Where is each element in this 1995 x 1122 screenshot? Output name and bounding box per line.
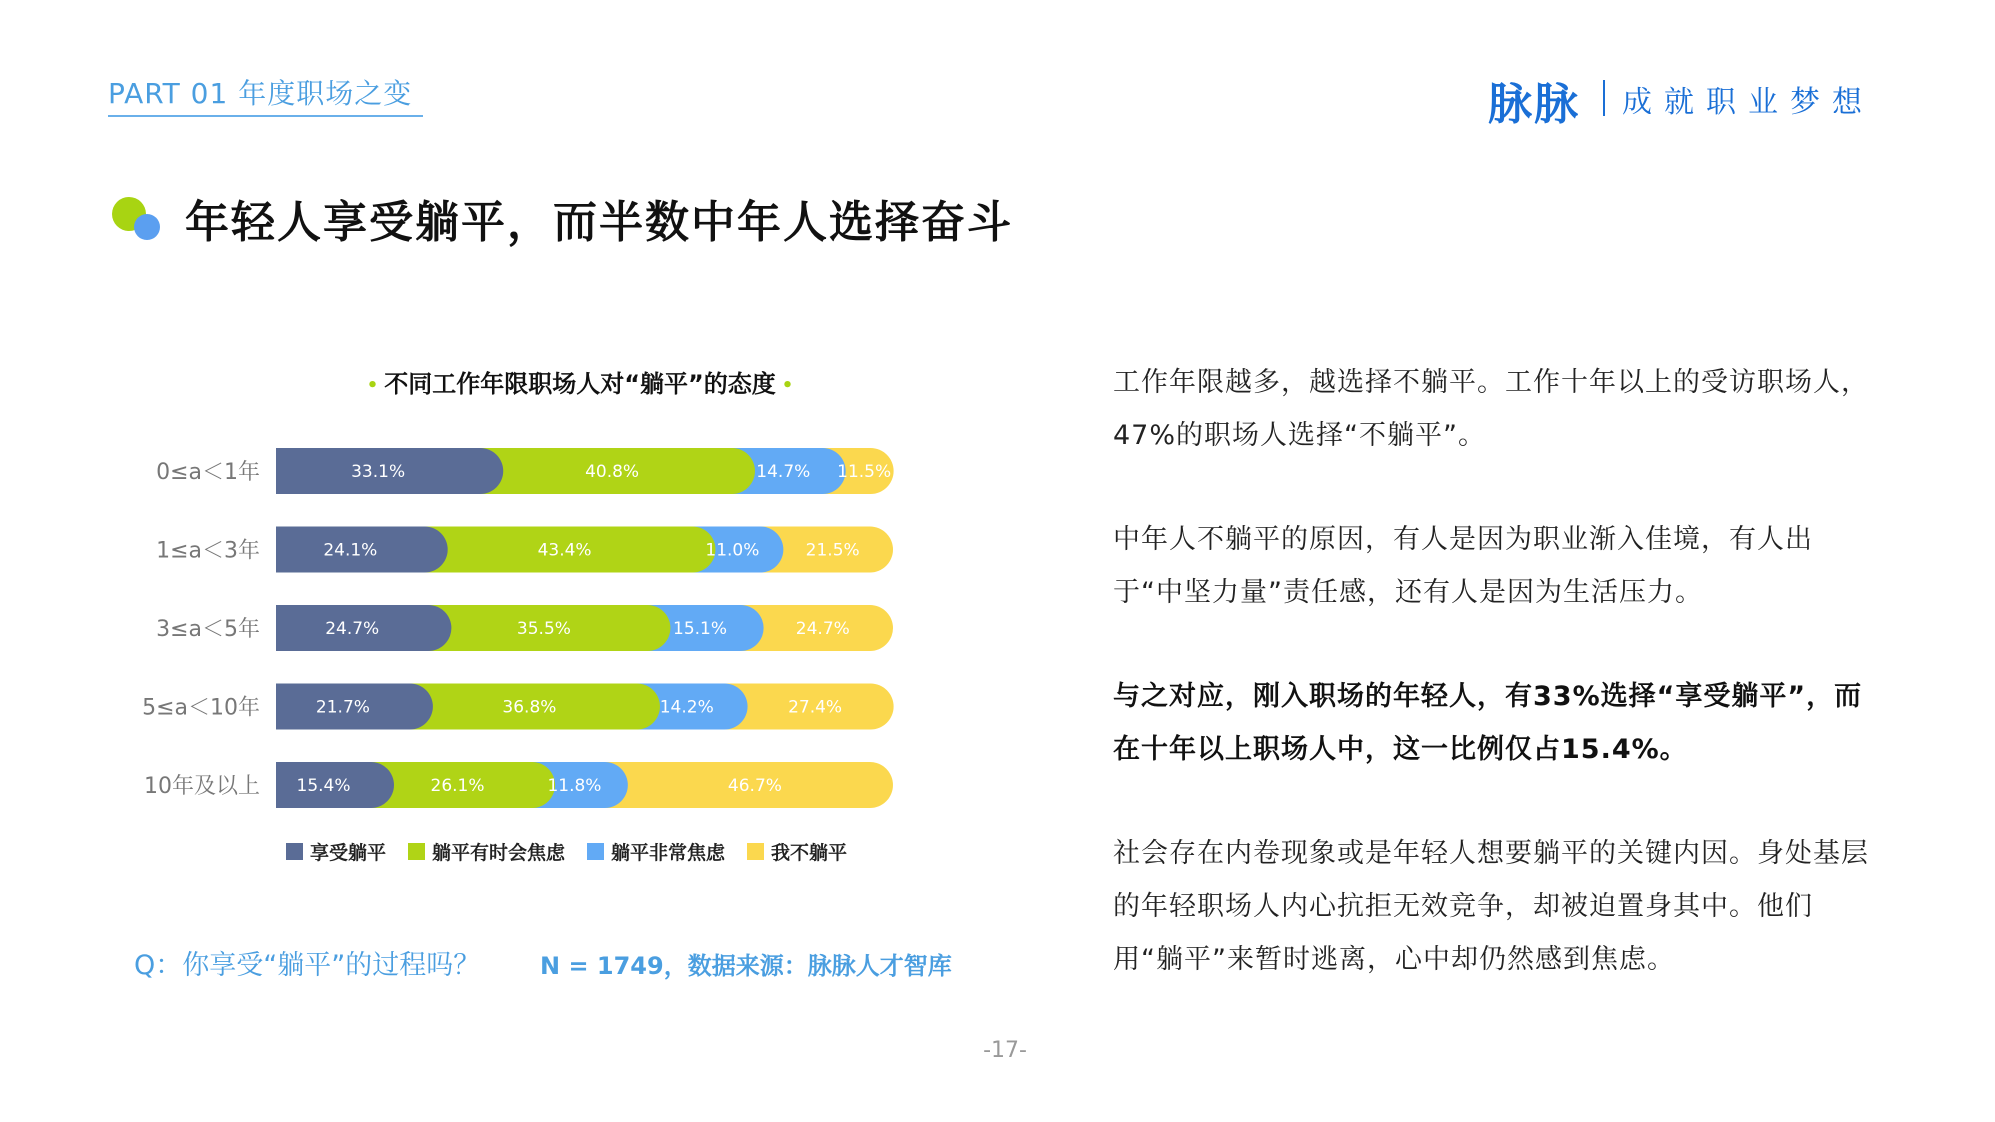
chart-title-text: 不同工作年限职场人对“躺平”的态度 (384, 370, 776, 398)
data-label: 36.8% (502, 697, 557, 718)
part-label: PART 01 年度职场之变 (108, 77, 413, 110)
paragraph-2: 中年人不躺平的原因，有人是因为职业渐入佳境，有人出于“中坚力量”责任感，还有人是因为生活压力。 (1113, 524, 1813, 608)
stacked-bar-chart (100, 430, 900, 820)
data-label: 11.5% (837, 462, 892, 482)
page-title: 年轻人享受躺平，而半数中年人选择奋斗 (185, 197, 1013, 248)
brand-divider (1603, 80, 1605, 116)
legend-swatch (747, 843, 764, 860)
legend-label: 我不躺平 (771, 842, 848, 864)
data-label: 24.7% (795, 619, 850, 639)
data-label: 11.0% (705, 540, 760, 561)
legend-item (587, 838, 725, 865)
data-label: 26.1% (430, 776, 485, 796)
legend-swatch (286, 843, 303, 860)
data-label: 35.5% (516, 619, 571, 639)
legend-label: 躺平非常焦虑 (611, 842, 726, 864)
paragraph-3-highlight: 与之对应，刚入职场的年轻人，有33%选择“享受躺平”，而在十年以上职场人中，这一比例仅占15.4%。 (1113, 681, 1863, 765)
data-label: 24.7% (325, 619, 380, 639)
part-underline (108, 115, 423, 117)
legend-item (747, 838, 847, 865)
paragraph-4: 社会存在内卷现象或是年轻人想要躺平的关键内因。身处基层的年轻职场人内心抗拒无效竞争，却被迫置身其中。他们用“躺平”来暂时逃离，心中却仍然感到焦虑。 (1113, 838, 1869, 975)
data-label: 21.7% (315, 697, 370, 718)
data-label: 24.1% (323, 540, 378, 561)
category-label: 1≤a＜3年 (156, 538, 260, 564)
category-label: 0≤a＜1年 (156, 460, 260, 485)
legend-item (286, 838, 386, 865)
survey-question: Q：你享受“躺平”的过程吗？ (134, 950, 481, 981)
data-label: 15.1% (673, 619, 728, 639)
page-number: -17- (983, 1038, 1027, 1063)
legend-swatch (587, 843, 604, 860)
category-label: 10年及以上 (144, 774, 260, 799)
data-label: 15.4% (296, 776, 351, 796)
paragraph-1: 工作年限越多，越选择不躺平。工作十年以上的受访职场人，47%的职场人选择“不躺平”。 (1113, 367, 1869, 451)
data-label: 14.7% (756, 462, 811, 482)
data-label: 27.4% (788, 697, 843, 718)
legend-label: 躺平有时会焦虑 (432, 842, 566, 864)
chart-legend (286, 838, 847, 865)
data-label: 46.7% (727, 776, 782, 796)
brand-logo: 脉脉 (1488, 79, 1580, 130)
category-label: 3≤a＜5年 (156, 617, 260, 642)
chart-title-dot-left-icon: • (366, 374, 379, 396)
data-label: 21.5% (805, 540, 860, 561)
title-bullet-blue-icon (134, 214, 160, 240)
legend-item (408, 838, 565, 865)
category-label: 5≤a＜10年 (142, 695, 260, 721)
data-source: N = 1749，数据来源：脉脉人才智库 (540, 952, 952, 980)
data-label: 14.2% (659, 697, 714, 718)
legend-swatch (408, 843, 425, 860)
data-label: 11.8% (547, 776, 602, 796)
chart-title (270, 364, 890, 399)
data-label: 33.1% (351, 462, 406, 482)
data-label: 40.8% (585, 462, 640, 482)
chart-title-dot-right-icon: • (781, 374, 794, 396)
brand-slogan: 成就职业梦想 (1622, 85, 1874, 120)
legend-label: 享受躺平 (310, 842, 387, 864)
data-label: 43.4% (537, 540, 592, 561)
